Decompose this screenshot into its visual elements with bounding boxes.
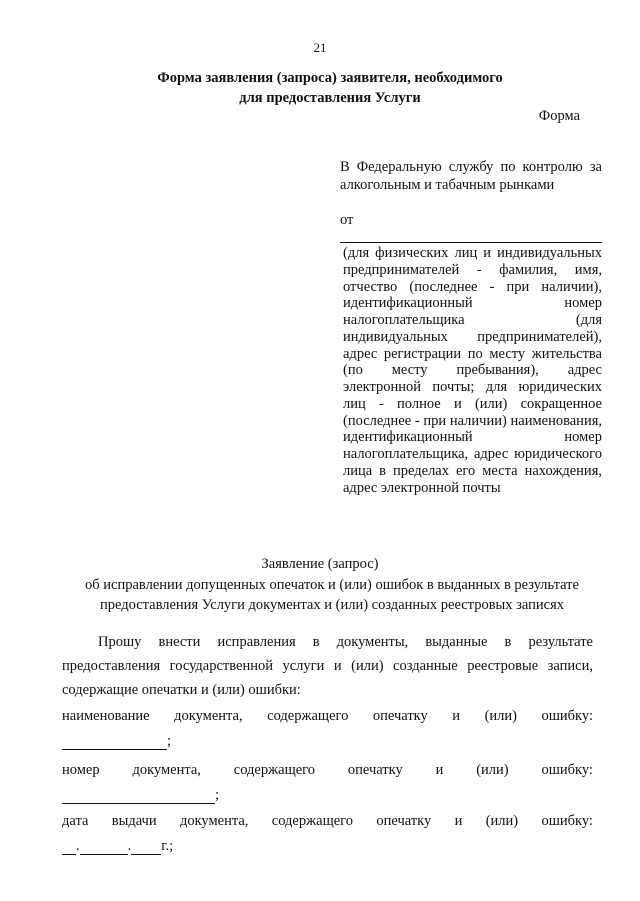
fill-suffix: ;	[167, 733, 172, 749]
request-paragraph: Прошу внести исправления в документы, выданные в результате предоставления государственной услуги и (или) созданные реестровые записи, содержащие опечатки и (или) ошибки:	[62, 634, 593, 698]
field-document-name-label	[62, 708, 593, 725]
label-word: номер	[62, 762, 100, 778]
applicant-blank-line	[340, 242, 602, 243]
field-document-number-fill	[62, 787, 219, 804]
date-suffix: г.;	[161, 838, 174, 854]
form-title-line-1: Форма заявления (запроса) заявителя, необходимого	[157, 70, 503, 86]
label-word: содержащего	[271, 813, 354, 829]
label-word: (или)	[485, 813, 519, 829]
statement-heading: Заявление (запрос)	[261, 556, 379, 572]
date-month-blank[interactable]	[80, 840, 128, 855]
label-word: наименование	[62, 708, 150, 724]
applicant-instructions: (для физических лиц и индивидуальных предпринимателей - фамилия, имя, отчество (последнее - при наличии), идентификационный номер налогоплательщика (для индивидуальных предпринимателей), адрес регистрации по месту жительства (по месту пребывания), адрес электронной почты; для юридических лиц - полное и (или) сокращенное (последнее - при наличии) наименования, идентификационный номер налогоплательщика, адрес юридического лица в пределах его места нахождения, адрес электронной почты	[343, 245, 602, 496]
field-document-number-label	[62, 762, 593, 779]
date-year-blank[interactable]	[131, 840, 161, 855]
document-number-blank[interactable]	[62, 789, 215, 804]
label-word: (или)	[484, 708, 517, 724]
fill-suffix: ;	[215, 787, 220, 803]
statement-subheading-line-2: предоставления Услуги документах и (или) созданных реестровых записях	[99, 597, 565, 613]
label-word: документа,	[174, 708, 243, 724]
label-word: документа,	[179, 813, 249, 829]
form-title	[100, 68, 560, 108]
date-day-blank[interactable]	[62, 840, 76, 855]
label-word: содержащего	[233, 762, 316, 778]
label-word: опечатку	[347, 762, 403, 778]
form-title-line-2: для предоставления Услуги	[239, 90, 421, 106]
label-word: опечатку	[376, 813, 432, 829]
document-name-blank[interactable]	[62, 735, 167, 750]
label-word: документа,	[132, 762, 201, 778]
page-number: 21	[313, 40, 327, 55]
label-word: и	[435, 762, 444, 778]
label-word: и	[454, 813, 463, 829]
field-issue-date-fill	[62, 838, 173, 855]
label-word: опечатку	[372, 708, 428, 724]
field-document-name-fill	[62, 733, 171, 750]
label-word: ошибку:	[541, 708, 593, 724]
label-word: дата	[62, 813, 89, 829]
date-separator: .	[127, 838, 132, 854]
form-label: Форма	[538, 108, 580, 124]
label-word: (или)	[476, 762, 509, 778]
label-word: содержащего	[267, 708, 349, 724]
addressee-block: В Федеральную службу по контролю за алкогольным и табачным рынками	[340, 159, 602, 193]
label-word: ошибку:	[541, 762, 593, 778]
statement-subheading	[62, 575, 602, 615]
field-issue-date-label	[62, 813, 593, 830]
date-separator: .	[76, 838, 80, 854]
from-label: от	[340, 212, 354, 228]
statement-subheading-line-1: об исправлении допущенных опечаток и (или) ошибок в выданных в результате	[85, 577, 579, 593]
label-word: ошибку:	[541, 813, 593, 829]
label-word: выдачи	[111, 813, 157, 829]
label-word: и	[452, 708, 461, 724]
